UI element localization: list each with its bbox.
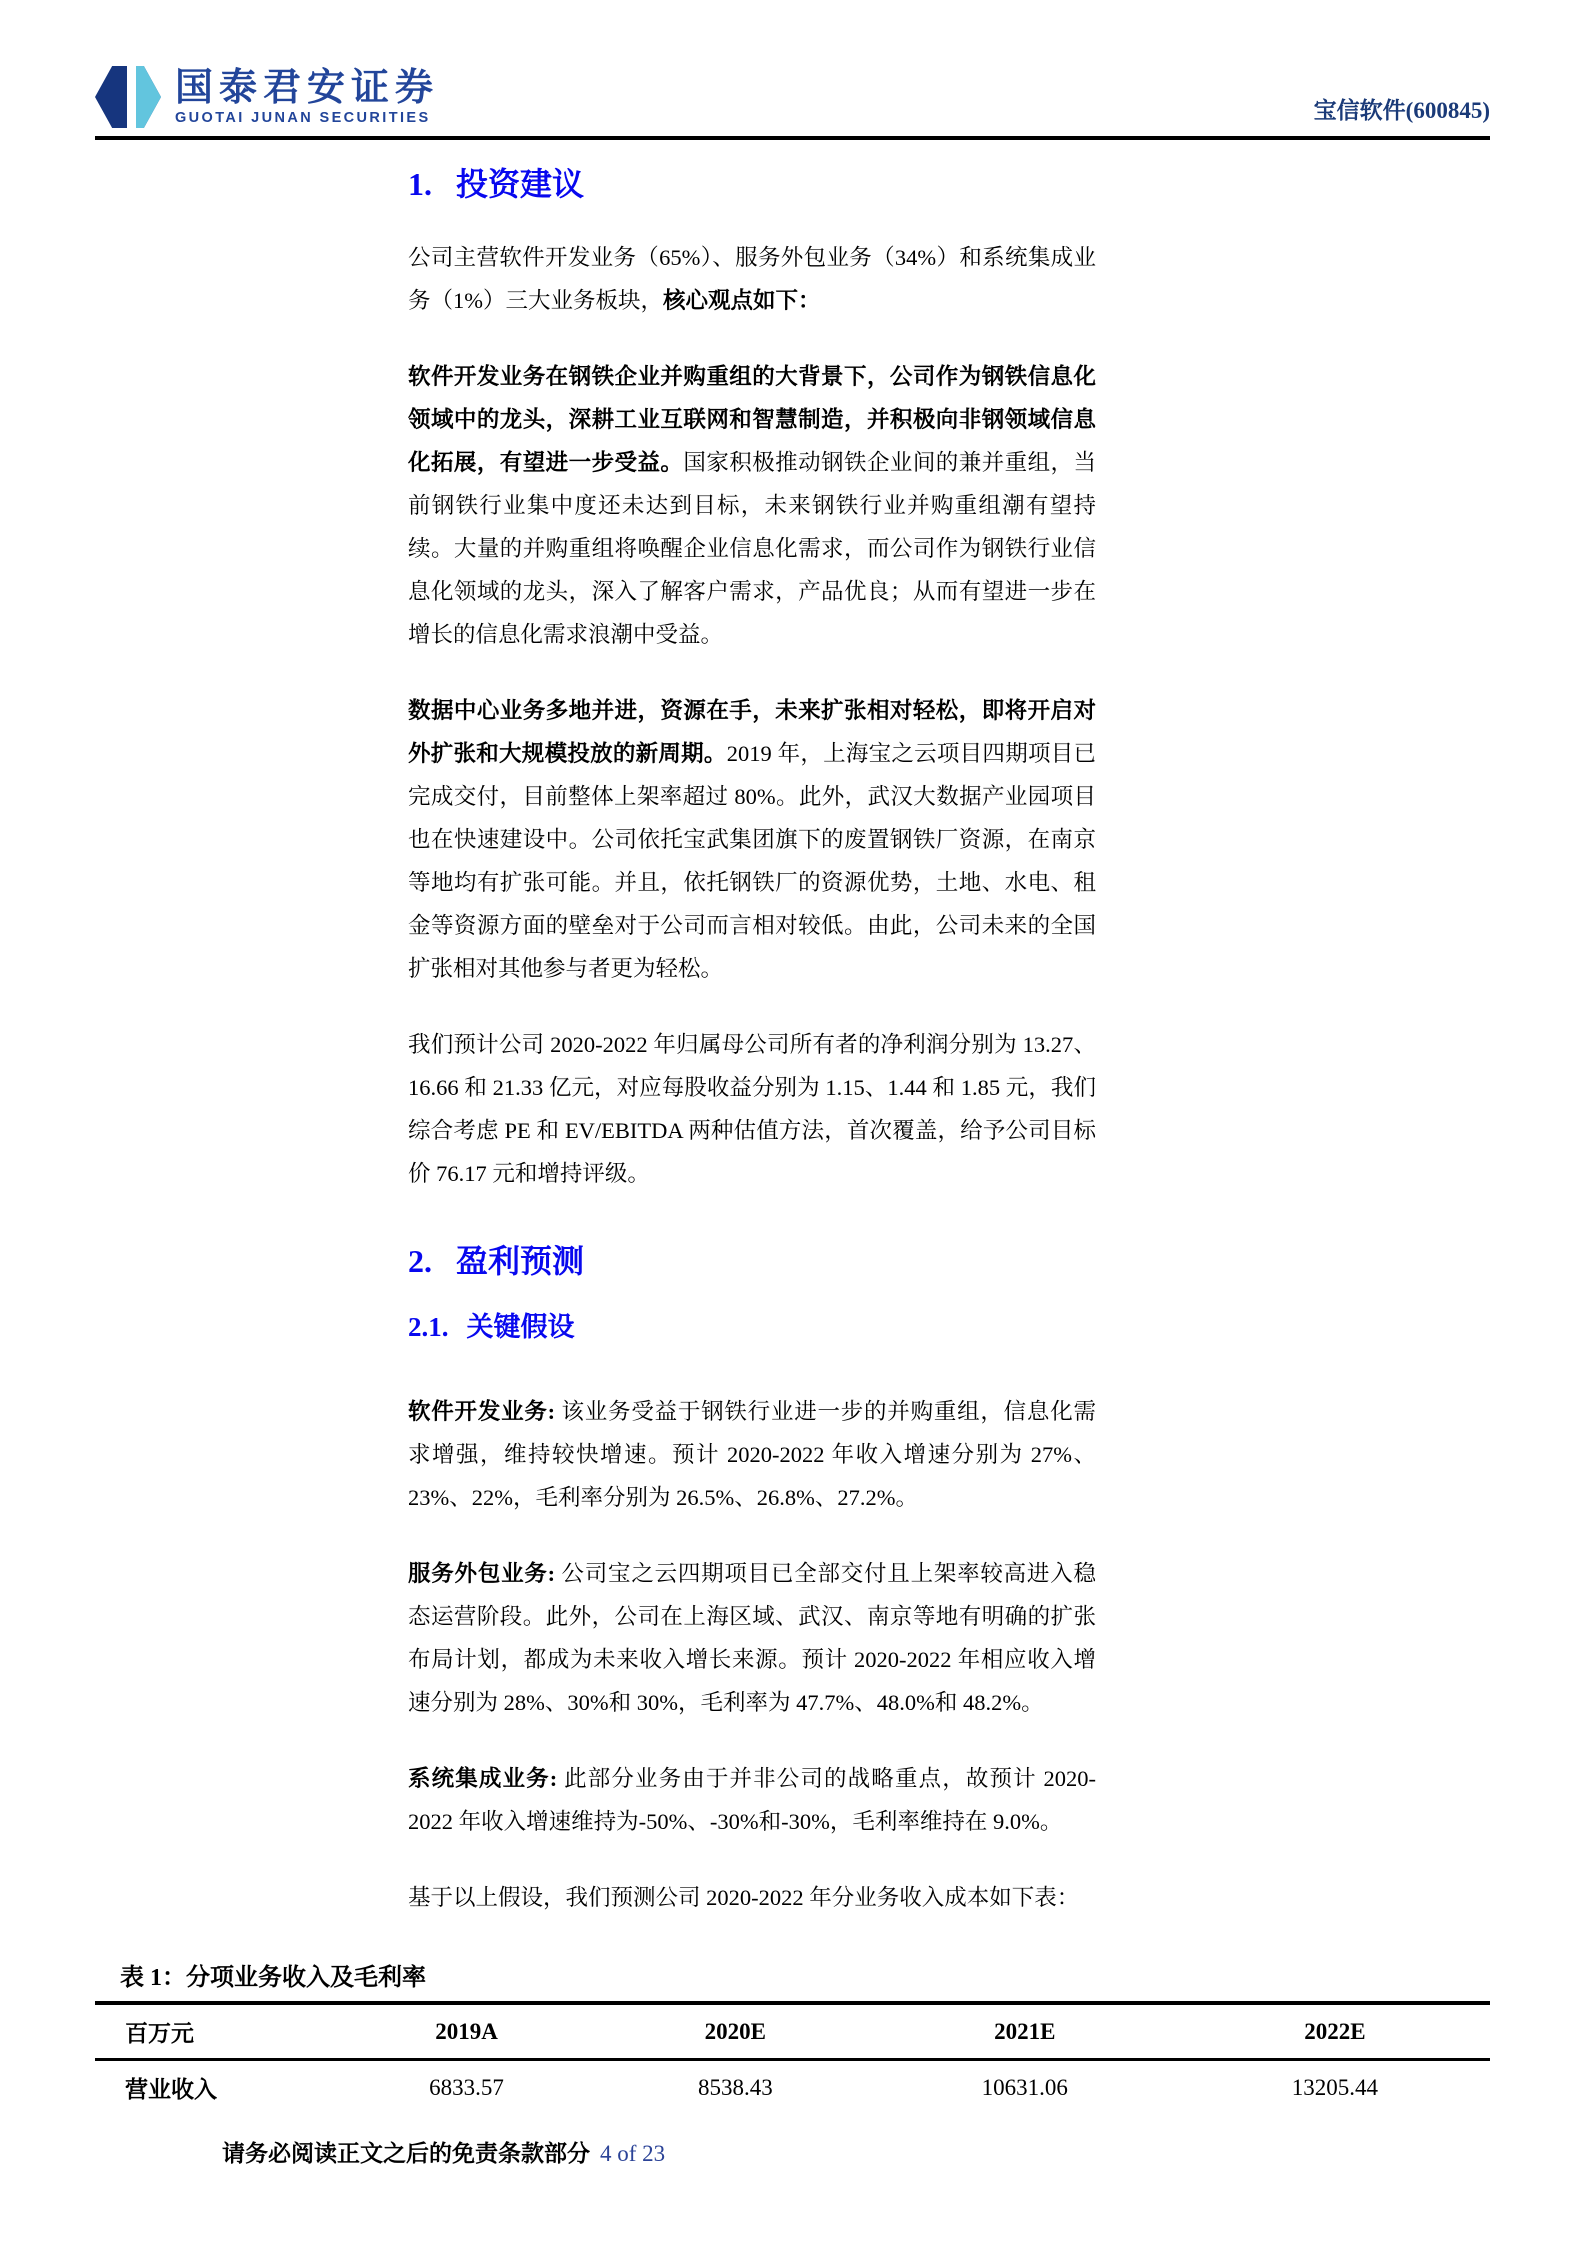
section-2-1-heading	[408, 1309, 1096, 1345]
section-2-1-number: 2.1.	[408, 1312, 449, 1342]
column-header-2022e: 2022E	[1180, 2005, 1490, 2060]
table-1-body	[95, 2060, 1490, 2115]
table-1-title: 表 1：分项业务收入及毛利率	[95, 1963, 1490, 2005]
paragraph-data-center-view	[408, 689, 1096, 990]
disclaimer-text: 请务必阅读正文之后的免责条款部分	[222, 2141, 590, 2166]
paragraph-bold-text: 软件开发业务在钢铁企业并购重组的大背景下，公司作为钢铁信息化领域中的龙头，深耕工业互联网和智慧制造，并积极向非钢领域信息化拓展，有望进一步受益。	[408, 364, 1096, 475]
paragraph-assumption-software	[408, 1390, 1096, 1519]
paragraph-text: 2019 年，上海宝之云项目四期项目已完成交付，目前整体上架率超过 80%。此外，武汉大数据产业园项目也在快速建设中。公司依托宝武集团旗下的废置钢铁厂资源，在南京等地均有扩张可能。并且，依托钢铁厂的资源优势，土地、水电、租金等资源方面的壁垒对于公司而言相对较低。由此，公司未来的全国扩张相对其他参与者更为轻松。	[408, 741, 1096, 981]
paragraph-bold-text: 核心观点如下：	[663, 288, 821, 313]
section-1-title: 投资建议	[456, 166, 585, 202]
paragraph-table-intro	[408, 1876, 1096, 1919]
paragraph-bold-text: 数据中心业务多地并进，资源在手，未来扩张相对轻松，即将开启对外扩张和大规模投放的新周期。	[408, 698, 1096, 766]
paragraph-text: 国家积极推动钢铁企业间的兼并重组，当前钢铁行业集中度还未达到目标，未来钢铁行业并购重组潮有望持续。大量的并购重组将唤醒企业信息化需求，而公司作为钢铁行业信息化领域的龙头，深入了解客户需求，产品优良；从而有望进一步在增长的信息化需求浪潮中受益。	[408, 450, 1096, 647]
paragraph-text: 我们预计公司 2020-2022 年归属母公司所有者的净利润分别为 13.27、16.66 和 21.33 亿元，对应每股收益分别为 1.15、1.44 和 1.85 元，我们综合考虑 PE 和 EV/EBITDA 两种估值方法，首次覆盖，给予公司目标价 76.17 元和增持评级。	[408, 1032, 1096, 1186]
row-label-revenue: 营业收入	[125, 2077, 217, 2102]
section-1-heading	[408, 162, 1096, 206]
paragraph-assumption-outsourcing	[408, 1552, 1096, 1724]
logo-chinese-name: 国泰君安证券	[175, 67, 440, 109]
paragraph-assumption-integration	[408, 1757, 1096, 1843]
section-2-heading	[408, 1239, 1096, 1283]
page-header	[0, 0, 1586, 140]
column-header-2019a: 2019A	[332, 2005, 601, 2060]
table-1-section	[95, 1963, 1490, 2114]
section-2-1-title: 关键假设	[466, 1312, 575, 1342]
paragraph-bold-label: 软件开发业务:	[408, 1399, 562, 1424]
paragraph-text: 公司宝之云四期项目已全部交付且上架率较高进入稳态运营阶段。此外，公司在上海区域、武汉、南京等地有明确的扩张布局计划，都成为未来收入增长来源。预计 2020-2022 年相应收入增速分别为 28%、30%和 30%，毛利率为 47.7%、48.0%和 48.2%。	[408, 1561, 1096, 1715]
page-number: 4 of 23	[600, 2141, 666, 2166]
cell-revenue-2022e: 13205.44	[1291, 2074, 1379, 2100]
paragraph-software-development-view	[408, 355, 1096, 656]
stock-name-code: 宝信软件(600845)	[1313, 98, 1490, 123]
section-2-title: 盈利预测	[456, 1243, 585, 1279]
paragraph-text: 此部分业务由于并非公司的战略重点，故预计 2020-2022 年收入增速维持为-50%、-30%和-30%，毛利率维持在 9.0%。	[408, 1766, 1096, 1834]
report-body	[408, 162, 1096, 1919]
logo-text	[175, 67, 439, 127]
paragraph-text: 该业务受益于钢铁行业进一步的并购重组，信息化需求增强，维持较快增速。预计 2020-2022 年收入增速分别为 27%、23%、22%，毛利率分别为 26.5%、26.8%、27.2%。	[408, 1399, 1096, 1510]
table-header-row	[95, 2005, 1490, 2060]
cell-revenue-2020e: 8538.43	[697, 2074, 773, 2100]
paragraph-text: 公司主营软件开发业务（65%）、服务外包业务（34%）和系统集成业务（1%）三大业务板块，	[408, 245, 1096, 313]
paragraph-forecast-valuation	[408, 1023, 1096, 1195]
logo-white-stripe	[127, 66, 136, 128]
header-row	[95, 66, 1490, 128]
column-header-2020e: 2020E	[601, 2005, 870, 2060]
paragraph-bold-label: 系统集成业务:	[408, 1766, 565, 1791]
cell-revenue-2019a: 6833.57	[429, 2074, 504, 2100]
section-2-number: 2.	[408, 1243, 432, 1279]
cell-revenue-2021e: 10631.06	[981, 2074, 1068, 2100]
guotai-junan-logo-icon	[95, 66, 161, 128]
paragraph-text: 基于以上假设，我们预测公司 2020-2022 年分业务收入成本如下表：	[408, 1885, 1080, 1910]
logo-english-name: GUOTAI JUNAN SECURITIES	[175, 110, 431, 126]
table-row	[95, 2060, 1490, 2115]
paragraph-business-overview	[408, 236, 1096, 322]
column-header-unit: 百万元	[95, 2005, 332, 2060]
paragraph-bold-label: 服务外包业务:	[408, 1561, 562, 1586]
table-1	[95, 2005, 1490, 2114]
header-divider	[95, 136, 1490, 140]
logo-cyan-facet	[136, 66, 161, 128]
guotai-junan-logo	[95, 66, 439, 128]
table-1-header	[95, 2005, 1490, 2060]
page-footer	[222, 2140, 665, 2168]
column-header-2021e: 2021E	[870, 2005, 1180, 2060]
section-1-number: 1.	[408, 166, 432, 202]
